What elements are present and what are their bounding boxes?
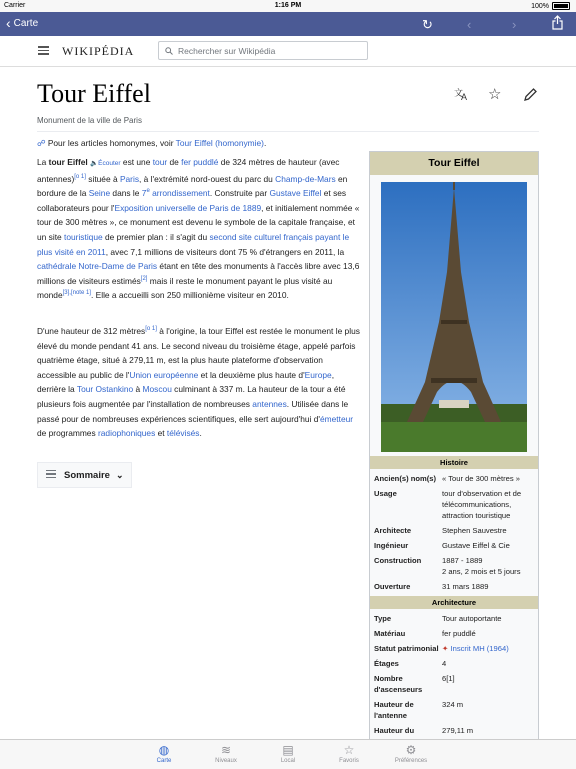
history-forward-icon[interactable]: › <box>512 17 517 32</box>
infobox-row: Architecte Stephen Sauvestre <box>374 526 507 535</box>
infobox-row: Hauteur du 279,11 m <box>374 726 474 735</box>
menu-icon[interactable] <box>38 46 49 54</box>
tab-favoris[interactable] <box>319 743 379 764</box>
infobox-row: Hauteur de l'antenne 324 m <box>374 700 464 720</box>
hatnote-link[interactable]: Tour Eiffel (homonymie) <box>175 138 264 148</box>
gear-icon: ⚙ <box>405 743 417 757</box>
infobox-row: Matériau fer puddlé <box>374 629 476 638</box>
hatnote <box>37 136 362 151</box>
eiffel-tower-photo[interactable] <box>381 182 527 452</box>
navigation-bar <box>0 12 576 36</box>
tab-label: Local <box>280 758 296 764</box>
book-icon: ▤ <box>282 743 294 757</box>
infobox <box>369 151 539 741</box>
chevron-left-icon: ‹ <box>6 15 11 31</box>
second-paragraph: D'une hauteur de 312 mètres[o 1] à l'origine, la tour Eiffel est restée le monument le plus élevé du monde pendant 41 ans. Le second niveau du troisième étage, appelé parfois quatrième étage, situé à 279,11 m, est la plus haute plateforme d'observation accessible au public de l'Union européenne et la deuxième plus haute d'Europe, derrière la Tour Ostankino à Moscou culminant à 337 m. La hauteur de la tour a été plusieurs fois augmentée par l'installation de nombreuses antennes. Utilisée dans le passé pour de nombreuses expériences scientifiques, elle sert aujourd'hui d'émetteur de programmes radiophoniques et télévisés. <box>37 326 360 439</box>
search-placeholder: Rechercher sur Wikipédia <box>178 45 276 56</box>
infobox-row: Ingénieur Gustave Eiffel & Cie <box>374 541 510 550</box>
infobox-section-architecture: Architecture <box>370 596 538 609</box>
page-title: Tour Eiffel <box>37 79 151 108</box>
svg-text:文: 文 <box>454 88 464 98</box>
search-icon <box>165 47 173 55</box>
tab-niveaux[interactable] <box>196 743 256 764</box>
carrier-label: Carrier <box>4 2 26 9</box>
tab-preferences[interactable] <box>381 743 441 764</box>
clock: 1:16 PM <box>274 2 302 9</box>
page-subtitle: Monument de la ville de Paris <box>37 116 142 125</box>
tab-bar <box>0 739 576 769</box>
infobox-row: Étages 4 <box>374 659 447 668</box>
tab-label: Favoris <box>339 758 359 764</box>
history-back-icon[interactable]: ‹ <box>467 17 472 32</box>
share-icon[interactable] <box>552 15 563 33</box>
battery-percent: 100% <box>531 2 549 10</box>
chevron-down-icon: ⌄ <box>115 469 124 480</box>
infobox-row: Ancien(s) nom(s) « Tour de 300 mètres » <box>374 474 520 483</box>
disambiguation-icon: ☍ <box>37 138 46 148</box>
refresh-icon[interactable]: ↻ <box>422 17 433 32</box>
monument-historique-icon: ✦ <box>442 644 449 653</box>
back-button-label: Carte <box>13 17 39 29</box>
tab-label: Carte <box>156 758 172 764</box>
battery-indicator <box>531 2 570 10</box>
status-bar <box>0 0 576 12</box>
hatnote-prefix: Pour les articles homonymes, voir <box>47 138 176 148</box>
tab-label: Niveaux <box>215 758 237 764</box>
hatnote-suffix: . <box>263 138 267 148</box>
infobox-title: Tour Eiffel <box>370 152 538 175</box>
table-of-contents-button[interactable] <box>37 462 132 488</box>
back-button[interactable] <box>6 17 38 29</box>
infobox-row: Statut patrimonial ✦ Inscrit MH (1964) <box>374 644 509 653</box>
tab-local[interactable] <box>258 743 318 764</box>
star-icon[interactable]: ☆ <box>488 86 502 103</box>
infobox-section-history: Histoire <box>370 456 538 469</box>
search-header <box>0 36 576 67</box>
globe-icon: ◍ <box>158 743 170 757</box>
infobox-row: Nombre d'ascenseurs 6[1] <box>374 674 455 694</box>
tab-carte[interactable] <box>134 743 194 764</box>
search-input[interactable] <box>158 41 368 60</box>
tab-label: Préférences <box>394 758 428 764</box>
infobox-row: Ouverture 31 mars 1889 <box>374 582 489 591</box>
list-icon <box>46 470 56 481</box>
language-icon[interactable] <box>454 87 470 105</box>
listen-audio-link[interactable]: 🔈Écouter <box>90 160 121 167</box>
layers-icon: ≋ <box>220 743 232 757</box>
toc-label: Sommaire <box>64 469 110 481</box>
wikipedia-wordmark[interactable]: WIKIPÉDIA <box>62 44 135 58</box>
title-divider <box>37 131 539 132</box>
battery-icon <box>552 2 570 10</box>
infobox-row: Construction 1887 - 1889 2 ans, 2 mois et 5 jours <box>374 556 521 576</box>
edit-pencil-icon[interactable] <box>523 87 538 106</box>
infobox-row: Usage tour d'observation et de télécommunications, attraction touristique <box>374 489 522 520</box>
infobox-row: Type Tour autoportante <box>374 614 502 623</box>
star-icon: ☆ <box>343 743 355 757</box>
intro-paragraph: La tour Eiffel 🔈Écouter est une tour de fer puddlé de 324 mètres de hauteur (avec antennes)[o 1] située à Paris, à l'extrémité nord-ouest du parc du Champ-de-Mars en bordure de la Seine dans le 7e arrondissement. Construite par Gustave Eiffel et ses collaborateurs pour l'Exposition universelle de Paris de 1889, et initialement nommée « tour de 300 mètres », ce monument est devenu le symbole de la capitale française, et un site touristique de premier plan : il s'agit du second site culturel français payant le plus visité en 2011, avec 7,1 millions de visiteurs dont 75 % d'étrangers en 2011, la cathédrale Notre-Dame de Paris étant en tête des monuments à l'accès libre avec 13,6 millions de visiteurs estimés[2] mais il reste le monument payant le plus visité au monde[3],[note 1]. Elle a accueilli son 250 millionième visiteur en 2010. <box>37 157 360 301</box>
svg-text:A: A <box>461 92 468 101</box>
